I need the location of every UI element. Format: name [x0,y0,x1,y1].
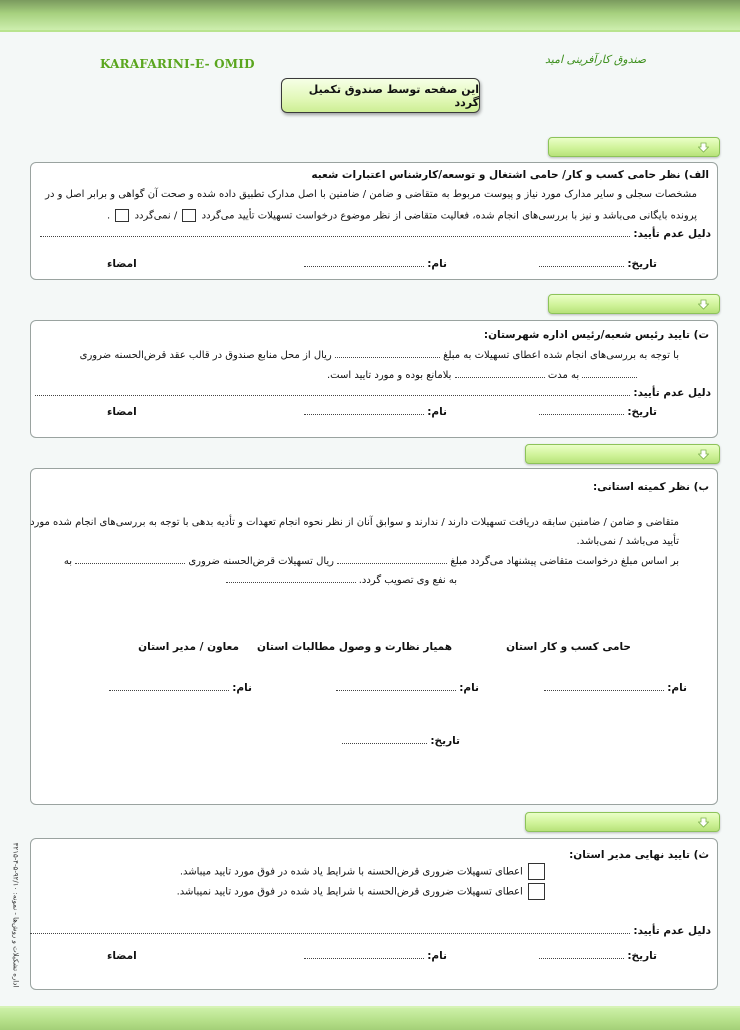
duration-label: به مدت [547,370,580,381]
section-alef-panel [30,162,718,280]
form-code [2,825,28,1005]
signature-label: امضاء [107,406,137,418]
date-row [539,406,657,418]
section-be-line1: متقاضی و ضامن / ضامنین سابقه دریافت تسهیلات دارند / ندارند و سوابق آنان از نظر نحوه انجام تعهدات و تأدیه بدهی با توجه به بررسی‌های انجام شده مورد [30,517,679,528]
date-field[interactable] [539,950,624,959]
approve-checkbox[interactable] [182,209,196,222]
name-field[interactable] [304,950,424,959]
duration-field[interactable] [455,369,545,378]
section-be-panel [30,468,718,805]
signer-title: معاون / مدیر استان [138,641,239,653]
signature-label: امضاء [107,950,137,962]
section-alef-toggle[interactable] [548,137,720,157]
amount-field[interactable] [335,349,440,358]
name-field[interactable] [544,682,664,691]
section-be-line4-text: به نفع وی تصویب گردد. [358,575,457,586]
date-label: تاریخ: [627,406,657,418]
date-label: تاریخ: [627,950,657,962]
section-te-line1 [80,349,679,361]
end-mark: . [107,210,111,222]
down-arrow-icon [698,449,709,460]
name-label: نام: [427,950,447,962]
signer-name-row [109,682,252,694]
reject-reason-label: دلیل عدم تأیید: [633,387,711,399]
section-te-line1-end: ریال از محل منابع صندوق در قالب عقد قرض‌الحسنه ضروری [79,350,332,361]
duration-unit-field[interactable] [582,369,637,378]
down-arrow-icon [698,299,709,310]
section-se-title: ث) تایید نهایی مدیر استان: [569,849,709,861]
date-label: تاریخ: [627,258,657,270]
date-label: تاریخ: [430,735,460,747]
reject-reason-row [30,925,711,937]
section-alef-body-line2 [107,209,697,222]
header-note-text: این صفحه توسط صندوق تکمیل گردد [308,82,479,109]
name-label: نام: [427,258,447,270]
section-be-line2: تأیید می‌باشد / نمی‌باشد. [576,536,679,547]
name-row [304,950,447,962]
approve-checkbox[interactable] [528,863,545,880]
section-be-line3 [64,555,679,567]
loan-term-field[interactable] [75,555,185,564]
reject-checkbox[interactable] [528,883,545,900]
approval-term-field[interactable] [226,574,356,583]
final-option-reject-label: اعطای تسهیلات ضروری قرض‌الحسنه با شرایط یاد شده در فوق مورد تایید نمیباشد. [176,886,523,898]
final-option-reject [177,883,547,900]
section-be-line3-start: بر اساس مبلغ درخواست متقاضی پیشنهاد می‌گردد مبلغ [450,556,679,567]
signer-title: همیار نظارت و وصول مطالبات استان [257,641,452,653]
name-label: نام: [459,682,479,694]
name-label: نام: [232,682,252,694]
down-arrow-icon [698,142,709,153]
section-se-panel [30,838,718,990]
reject-reason-label: دلیل عدم تأیید: [633,228,711,240]
name-field[interactable] [336,682,456,691]
date-row [539,258,657,270]
signer-title: حامی کسب و کار استان [506,641,631,653]
name-label: نام: [667,682,687,694]
proposed-amount-field[interactable] [337,555,447,564]
section-se-toggle[interactable] [525,812,720,832]
section-alef-body-line1: مشخصات سجلی و سایر مدارک مورد نیاز و پیوست مربوط به متقاضی و ضامن / ضامنین با اصل مدارک تطبیق داده شده و صحت آن گواهی و برابر اصل و در [45,189,697,200]
brand-name-latin: KARAFARINI-E- OMID [100,57,255,71]
header-note [281,78,480,113]
top-banner [0,0,740,32]
section-be-line3-end: به [63,556,72,567]
name-field[interactable] [109,682,229,691]
section-te-line1-start: با توجه به بررسی‌های انجام شده اعطای تسهیلات به مبلغ [443,350,679,361]
date-row [342,735,460,747]
signature-label: امضاء [107,258,137,270]
reject-reason-row [40,228,711,240]
section-te-panel [30,320,718,438]
section-alef-body-line2-text: پرونده بایگانی می‌باشد و نیز با بررسی‌های انجام شده، فعالیت متقاضی از نظر موضوع درخواست تسهیلات تأیید می‌گردد [201,210,697,222]
final-option-approve [180,863,547,880]
section-te-title: ت) تایید رئیس شعبه/رئیس اداره شهرستان: [483,329,709,341]
name-row [304,406,447,418]
date-field[interactable] [539,406,624,415]
date-field[interactable] [539,258,624,267]
reject-reason-field[interactable] [35,387,630,396]
brand-logo: صندوق کارآفرینی امید [545,53,647,66]
signer-name-row [544,682,687,694]
bottom-banner [0,1006,740,1030]
section-te-line2 [327,369,637,381]
down-arrow-icon [698,817,709,828]
reject-reason-field[interactable] [30,925,630,934]
reject-reason-label: دلیل عدم تأیید: [633,925,711,937]
reject-reason-row [35,387,711,399]
name-field[interactable] [304,406,424,415]
name-label: نام: [427,406,447,418]
section-be-title: ب) نظر کمیته استانی: [592,481,709,493]
final-option-approve-label: اعطای تسهیلات ضروری قرض‌الحسنه با شرایط یاد شده در فوق مورد تایید میباشد. [179,866,523,878]
reject-checkbox[interactable] [115,209,129,222]
section-be-toggle[interactable] [525,444,720,464]
name-field[interactable] [304,258,424,267]
form-code-text: اداره تشکیلات و روش‌ها - نمونه: ۹۲/۱۰-۵-۴-۳۲۱۵ [11,842,20,988]
section-alef-title: الف) نظر حامی کسب و کار/ حامی اشتغال و توسعه/کارشناس اعتبارات شعبه [311,169,709,181]
name-row [304,258,447,270]
date-field[interactable] [342,735,427,744]
section-te-toggle[interactable] [548,294,720,314]
option-separator: / نمی‌گردد [134,210,178,222]
section-be-line3-mid: ریال تسهیلات قرض‌الحسنه ضروری [188,556,334,567]
date-row [539,950,657,962]
section-te-line2-end: بلامانع بوده و مورد تایید است. [327,370,452,381]
section-be-line4 [226,574,457,586]
reject-reason-field[interactable] [40,228,630,237]
signer-name-row [336,682,479,694]
